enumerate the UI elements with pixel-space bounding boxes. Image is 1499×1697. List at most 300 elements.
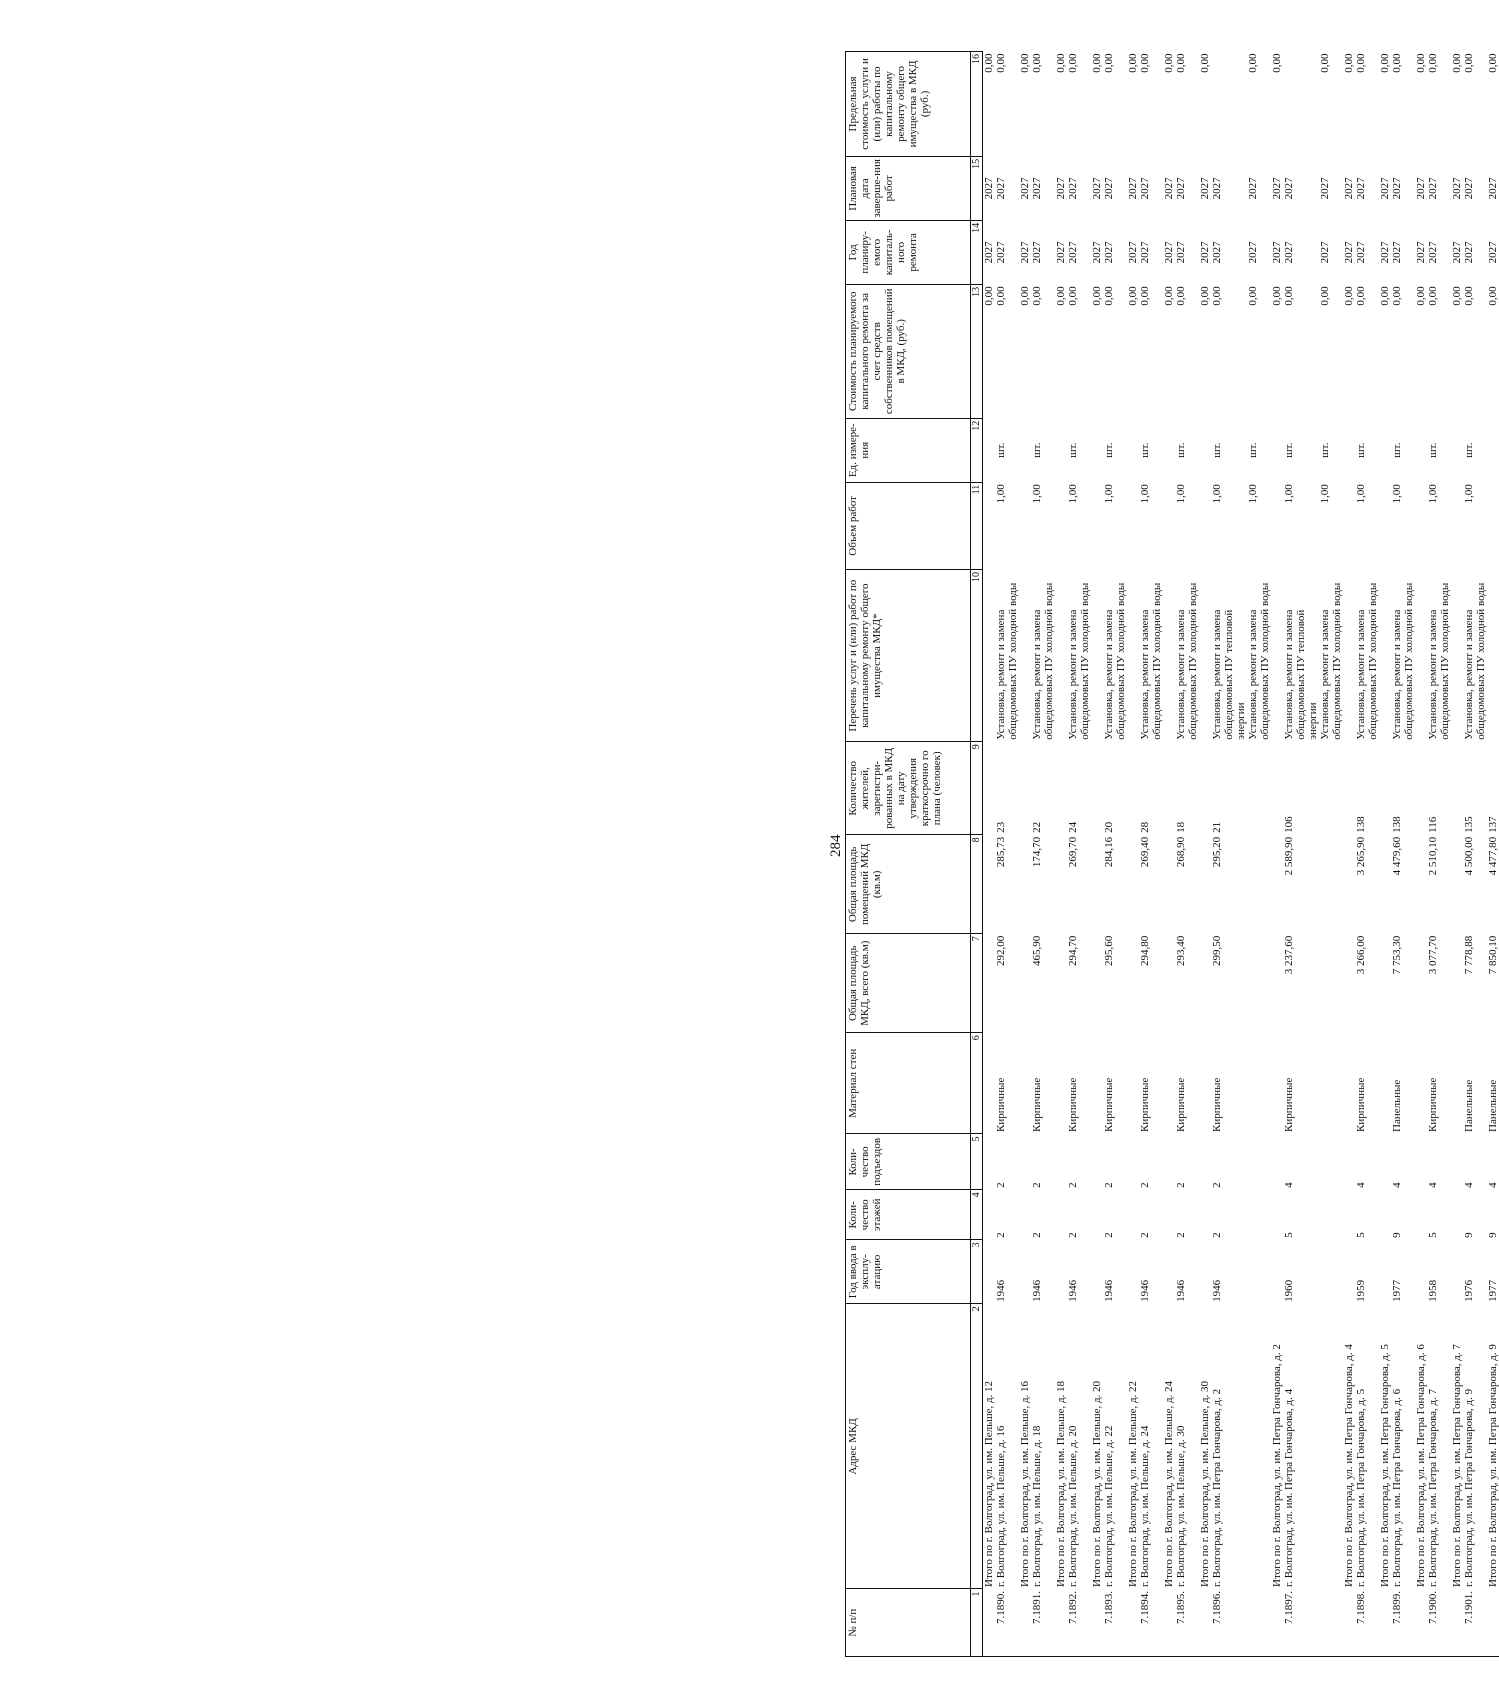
total-area: 294,70: [1067, 935, 1079, 967]
total-area: 3 237,60: [1283, 935, 1295, 975]
column-header: Перечень услуг и (или) работ по капитальному ремонту общего имущества МКД*: [846, 570, 971, 742]
empty-cell: [1019, 1134, 1031, 1190]
empty-cell: [1451, 934, 1463, 1033]
empty-cell: [1127, 742, 1139, 835]
repair-year: 2027: [1103, 241, 1115, 264]
total-repair-year: 2027: [1019, 241, 1031, 264]
wall-material: Кирпичные: [1427, 1077, 1439, 1132]
total-end-date: 2027: [983, 177, 995, 200]
total-cost: 0,00: [1415, 286, 1427, 306]
empty-cell: [1415, 1190, 1427, 1240]
unit: шт.: [1355, 442, 1367, 458]
empty-cell: [1451, 570, 1463, 742]
row-number: 7.1898.: [1355, 1589, 1379, 1657]
empty-cell: [1019, 742, 1031, 835]
empty-cell: [1271, 1033, 1283, 1134]
empty-cell: [1199, 1589, 1211, 1657]
total-limit-cost: 0,00: [1487, 53, 1499, 73]
empty-cell: [1199, 1240, 1211, 1304]
empty-cell: [1019, 1589, 1031, 1657]
total-label: Итого по г. Волгоград, ул. им. Пельше, д. 30: [1199, 1380, 1211, 1587]
total-label: Итого по г. Волгоград, ул. им. Петра Гончарова, д. 5: [1379, 1344, 1391, 1587]
premises-area: 285,73: [995, 836, 1007, 868]
empty-cell: [1163, 418, 1175, 482]
total-end-date: 2027: [1199, 177, 1211, 200]
repair-year: 2027: [1247, 241, 1259, 264]
repair-plan-table: [845, 51, 1499, 1657]
empty-cell: [1271, 1240, 1283, 1304]
empty-cell: [1247, 835, 1271, 934]
total-repair-year: 2027: [1271, 241, 1283, 264]
premises-area: 2 589,90: [1283, 836, 1295, 876]
empty-cell: [983, 742, 996, 835]
floors-count: 2: [1031, 1232, 1043, 1238]
total-end-date: 2027: [1451, 177, 1463, 200]
column-number: 13: [971, 284, 983, 418]
total-end-date: 2027: [1091, 177, 1103, 200]
work-volume: 1,00: [1067, 484, 1079, 504]
column-header: Коли-чество этажей: [846, 1190, 971, 1240]
unit: шт.: [1319, 442, 1331, 458]
total-label: Итого по г. Волгоград, ул. им. Пельше, д. 16: [1019, 1380, 1031, 1587]
total-repair-year: 2027: [1199, 241, 1211, 264]
total-limit-cost: 0,00: [1019, 53, 1031, 73]
empty-cell: [1091, 742, 1103, 835]
entrances-count: 4: [1463, 1182, 1475, 1188]
empty-cell: [1343, 934, 1355, 1033]
empty-cell: [1127, 1240, 1139, 1304]
empty-cell: [1199, 1033, 1211, 1134]
floors-count: 2: [1211, 1232, 1223, 1238]
residents-count: 138: [1391, 816, 1403, 833]
premises-area: 284,16: [1103, 836, 1115, 868]
total-repair-year: 2027: [1163, 241, 1175, 264]
empty-cell: [1055, 570, 1067, 742]
wall-material: Кирпичные: [1067, 1077, 1079, 1132]
total-area: 299,50: [1211, 935, 1223, 967]
residents-count: 24: [1067, 821, 1079, 833]
floors-count: 5: [1427, 1232, 1439, 1238]
empty-cell: [1247, 1304, 1271, 1589]
empty-cell: [1271, 835, 1283, 934]
column-header: Год планиру-емого капиталь-ного ремонта: [846, 220, 971, 284]
end-date: 2027: [1175, 177, 1187, 200]
residents-count: 138: [1355, 816, 1367, 833]
empty-cell: [1163, 1240, 1175, 1304]
row-number: 7.1899.: [1391, 1589, 1415, 1657]
row-number: 7.1900.: [1427, 1589, 1451, 1657]
work-volume: 1,00: [1283, 484, 1295, 504]
repair-year: 2027: [1463, 241, 1475, 264]
total-end-date: 2027: [1055, 177, 1067, 200]
empty-cell: [1415, 742, 1427, 835]
works-list: Установка, ремонт и замена общедомовых ПУ холодной воды: [1031, 582, 1055, 740]
commission-year: 1946: [1139, 1279, 1151, 1302]
empty-cell: [1019, 1240, 1031, 1304]
row-number: 7.1892.: [1067, 1589, 1091, 1657]
repair-cost: 0,00: [1391, 286, 1403, 306]
empty-cell: [1055, 1134, 1067, 1190]
total-repair-year: 2027: [1343, 241, 1355, 264]
floors-count: 5: [1355, 1232, 1367, 1238]
empty-cell: [1379, 1589, 1391, 1657]
address: г. Волгоград, ул. им. Петра Гончарова, д. 2: [1211, 1388, 1223, 1587]
table-row: [1283, 52, 1319, 1657]
end-date: 2027: [1031, 177, 1043, 200]
column-header: Коли-чество подъездов: [846, 1134, 971, 1190]
empty-cell: [1343, 1033, 1355, 1134]
column-header: Ед. измере-ния: [846, 418, 971, 482]
total-limit-cost: 0,00: [1415, 53, 1427, 73]
wall-material: Панельные: [1391, 1079, 1403, 1132]
empty-cell: [1091, 418, 1103, 482]
work-volume: 1,00: [1175, 484, 1187, 504]
empty-cell: [1091, 1033, 1103, 1134]
residents-count: 18: [1175, 821, 1187, 833]
row-number: 7.1890.: [995, 1589, 1019, 1657]
row-number: 7.1891.: [1031, 1589, 1055, 1657]
empty-cell: [1163, 1589, 1175, 1657]
wall-material: Панельные: [1487, 1079, 1499, 1132]
total-repair-year: 2027: [1091, 241, 1103, 264]
limit-cost: 0,00: [1031, 53, 1043, 73]
row-number: 7.1893.: [1103, 1589, 1127, 1657]
premises-area: 269,70: [1067, 836, 1079, 868]
end-date: 2027: [1211, 177, 1223, 200]
empty-cell: [1199, 482, 1211, 569]
empty-cell: [1343, 418, 1355, 482]
unit: шт.: [1103, 442, 1115, 458]
empty-cell: [1379, 835, 1391, 934]
column-header: Адрес МКД: [846, 1304, 971, 1589]
address: г. Волгоград, ул. им. Петра Гончарова, д. 4: [1283, 1388, 1295, 1587]
empty-cell: [1319, 1134, 1343, 1190]
works-list: Установка, ремонт и замена общедомовых ПУ холодной воды: [1247, 582, 1271, 740]
table-body: [983, 52, 1499, 1657]
unit: шт.: [1175, 442, 1187, 458]
total-limit-cost: 0,00: [1199, 53, 1211, 73]
empty-cell: [1415, 570, 1427, 742]
total-limit-cost: 0,00: [1127, 53, 1139, 73]
repair-year: 2027: [995, 241, 1007, 264]
column-number: 2: [971, 1304, 983, 1589]
total-cost: 0,00: [983, 286, 995, 306]
commission-year: 1976: [1463, 1279, 1475, 1302]
empty-cell: [1163, 482, 1175, 569]
empty-cell: [1019, 482, 1031, 569]
empty-cell: [1415, 1134, 1427, 1190]
wall-material: Кирпичные: [1211, 1077, 1223, 1132]
unit: шт.: [1391, 442, 1403, 458]
total-repair-year: 2027: [983, 241, 995, 264]
column-number: 9: [971, 742, 983, 835]
total-repair-year: 2027: [1055, 241, 1067, 264]
empty-cell: [1271, 934, 1283, 1033]
limit-cost: 0,00: [1247, 53, 1259, 73]
residents-count: 106: [1283, 816, 1295, 833]
total-cost: 0,00: [1451, 286, 1463, 306]
empty-cell: [1247, 1589, 1271, 1657]
empty-cell: [1415, 482, 1427, 569]
residents-count: 23: [995, 821, 1007, 833]
total-row: [1271, 52, 1283, 1657]
total-label: Итого по г. Волгоград, ул. им. Петра Гончарова, д. 2: [1271, 1344, 1283, 1587]
entrances-count: 2: [1103, 1182, 1115, 1188]
repair-cost: 0,00: [995, 286, 1007, 306]
limit-cost: [1283, 52, 1319, 157]
total-limit-cost: 0,00: [1055, 53, 1067, 73]
empty-cell: [1451, 1190, 1463, 1240]
end-date: 2027: [1247, 177, 1259, 200]
repair-year: 2027: [1067, 241, 1079, 264]
empty-cell: [983, 482, 996, 569]
limit-cost: 0,00: [1103, 53, 1115, 73]
limit-cost: 0,00: [1463, 53, 1475, 73]
end-date: 2027: [1139, 177, 1151, 200]
unit: шт.: [1427, 442, 1439, 458]
empty-cell: [1451, 1134, 1463, 1190]
total-area: 7 753,30: [1391, 935, 1403, 975]
empty-cell: [1127, 482, 1139, 569]
total-end-date: 2027: [1487, 177, 1499, 200]
total-area: 7 850,10: [1487, 935, 1499, 975]
total-cost: 0,00: [1379, 286, 1391, 306]
empty-cell: [1127, 1033, 1139, 1134]
empty-cell: [1199, 742, 1211, 835]
empty-cell: [1019, 1033, 1031, 1134]
total-area: 7 778,88: [1463, 935, 1475, 975]
empty-cell: [1163, 1134, 1175, 1190]
residents-count: 135: [1463, 816, 1475, 833]
empty-cell: [1247, 934, 1271, 1033]
total-limit-cost: 0,00: [1271, 53, 1283, 73]
column-number: 6: [971, 1033, 983, 1134]
total-label: Итого по г. Волгоград, ул. им. Петра Гончарова, д. 7: [1451, 1344, 1463, 1587]
repair-cost: 0,00: [1319, 286, 1331, 306]
works-list: Установка, ремонт и замена общедомовых ПУ холодной воды: [1103, 582, 1127, 740]
repair-cost: 0,00: [1355, 286, 1367, 306]
table-row: [1103, 52, 1127, 1657]
total-cost: 0,00: [1343, 286, 1355, 306]
total-row: [1055, 52, 1067, 1657]
commission-year: 1946: [995, 1279, 1007, 1302]
repair-year: 2027: [1031, 241, 1043, 264]
limit-cost: 0,00: [1391, 53, 1403, 73]
repair-cost: 0,00: [1211, 286, 1223, 306]
total-row: [1487, 52, 1499, 1657]
wall-material: Кирпичные: [1175, 1077, 1187, 1132]
total-row: [1199, 52, 1211, 1657]
column-number: 10: [971, 570, 983, 742]
work-volume: 1,00: [1247, 484, 1259, 504]
limit-cost: 0,00: [1067, 53, 1079, 73]
table-row: [1427, 52, 1451, 1657]
empty-cell: [1199, 418, 1211, 482]
total-repair-year: 2027: [1379, 241, 1391, 264]
total-limit-cost: 0,00: [1163, 53, 1175, 73]
column-header: Количество жителей, зарегистри-рованных в МКД на дату утверждения краткосрочно го плана (человек): [846, 742, 971, 835]
residents-count: 22: [1031, 821, 1043, 833]
address: г. Волгоград, ул. им. Петра Гончарова, д. 5: [1355, 1388, 1367, 1587]
residents-count: 116: [1427, 816, 1439, 833]
empty-cell: [983, 1033, 996, 1134]
commission-year: 1977: [1487, 1279, 1499, 1302]
empty-cell: [1127, 570, 1139, 742]
total-repair-year: 2027: [1127, 241, 1139, 264]
total-label: Итого по г. Волгоград, ул. им. Пельше, д. 12: [983, 1380, 995, 1587]
address: г. Волгоград, ул. им. Петра Гончарова, д. 9: [1463, 1388, 1475, 1587]
limit-cost: 0,00: [1139, 53, 1151, 73]
premises-area: 4 479,60: [1391, 836, 1403, 876]
total-repair-year: 2027: [1415, 241, 1427, 264]
empty-cell: [1055, 1589, 1067, 1657]
commission-year: 1946: [1211, 1279, 1223, 1302]
total-row: [1379, 52, 1391, 1657]
empty-cell: [1319, 1190, 1343, 1240]
wall-material: Кирпичные: [1031, 1077, 1043, 1132]
empty-cell: [1343, 835, 1355, 934]
empty-cell: [1091, 482, 1103, 569]
residents-count: 137: [1487, 816, 1499, 833]
empty-cell: [1451, 1033, 1463, 1134]
column-number: 15: [971, 156, 983, 220]
premises-area: 174,70: [1031, 836, 1043, 868]
empty-cell: [1055, 418, 1067, 482]
empty-cell: [1055, 742, 1067, 835]
empty-cell: [1343, 1134, 1355, 1190]
limit-cost: 0,00: [1427, 53, 1439, 73]
table-row: [1247, 52, 1271, 1657]
premises-area: 295,20: [1211, 836, 1223, 868]
premises-area: 4 477,80: [1487, 836, 1499, 876]
total-area: 295,60: [1103, 935, 1115, 967]
works-list: Установка, ремонт и замена общедомовых ПУ холодной воды: [1175, 582, 1199, 740]
empty-cell: [1379, 1134, 1391, 1190]
total-limit-cost: 0,00: [1451, 53, 1463, 73]
floors-count: 5: [1283, 1232, 1295, 1238]
works-list: Установка, ремонт и замена общедомовых ПУ холодной воды: [1355, 582, 1379, 740]
total-cost: 0,00: [1199, 286, 1211, 306]
empty-cell: [983, 1134, 996, 1190]
empty-cell: [1379, 570, 1391, 742]
floors-count: 9: [1463, 1232, 1475, 1238]
repair-cost: 0,00: [1427, 286, 1439, 306]
works-list: Установка, ремонт и замена общедомовых ПУ холодной воды: [1463, 582, 1487, 740]
empty-cell: [1199, 1134, 1211, 1190]
works-list: Установка, ремонт и замена общедомовых ПУ холодной воды: [1427, 582, 1451, 740]
empty-cell: [1055, 1190, 1067, 1240]
column-header: Стоимость планируемого капитального ремонта за счет средств собственников помещений в МКД, (руб.): [846, 284, 971, 418]
work-volume: 1,00: [1031, 484, 1043, 504]
empty-cell: [1451, 1240, 1463, 1304]
end-date: 2027: [1103, 177, 1115, 200]
repair-cost: 0,00: [1463, 286, 1475, 306]
empty-cell: [1343, 1589, 1355, 1657]
total-area: 294,80: [1139, 935, 1151, 967]
work-volume: 1,00: [1391, 484, 1403, 504]
repair-cost: 0,00: [1067, 286, 1079, 306]
table-row: [1211, 52, 1247, 1657]
total-repair-year: 2027: [1487, 241, 1499, 264]
column-header: Общая площадь МКД, всего (кв.м): [846, 934, 971, 1033]
end-date: 2027: [1319, 177, 1331, 200]
commission-year: 1960: [1283, 1279, 1295, 1302]
empty-cell: [1271, 570, 1283, 742]
total-row: [1163, 52, 1175, 1657]
empty-cell: [1163, 742, 1175, 835]
work-volume: 1,00: [1103, 484, 1115, 504]
empty-cell: [1127, 1190, 1139, 1240]
empty-cell: [1127, 835, 1139, 934]
empty-cell: [1055, 1240, 1067, 1304]
column-header: Объем работ: [846, 482, 971, 569]
empty-cell: [1451, 482, 1463, 569]
table-row: [995, 52, 1019, 1657]
empty-cell: [1199, 1190, 1211, 1240]
floors-count: 2: [1139, 1232, 1151, 1238]
floors-count: 9: [1391, 1232, 1403, 1238]
total-end-date: 2027: [1415, 177, 1427, 200]
total-label: Итого по г. Волгоград, ул. им. Петра Гончарова, д. 4: [1343, 1344, 1355, 1587]
total-cost: 0,00: [1055, 286, 1067, 306]
row-number: 7.1895.: [1175, 1589, 1199, 1657]
column-number: 16: [971, 52, 983, 157]
repair-year: 2027: [1391, 241, 1403, 264]
residents-count: 28: [1139, 821, 1151, 833]
empty-cell: [1247, 1240, 1271, 1304]
total-limit-cost: 0,00: [1091, 53, 1103, 73]
empty-cell: [1271, 418, 1283, 482]
empty-cell: [1415, 1033, 1427, 1134]
empty-cell: [1379, 1240, 1391, 1304]
commission-year: 1977: [1391, 1279, 1403, 1302]
limit-cost: 0,00: [1355, 53, 1367, 73]
empty-cell: [1451, 1589, 1463, 1657]
entrances-count: 2: [1175, 1182, 1187, 1188]
table-row: [1067, 52, 1091, 1657]
total-label: Итого по г. Волгоград, ул. им. Пельше, д. 22: [1127, 1380, 1139, 1587]
limit-cost: 0,00: [995, 53, 1007, 73]
total-end-date: 2027: [1343, 177, 1355, 200]
column-header: Предельная стоимость услуги и (или) работы по капитальному ремонту общего имущества в МКД (руб.): [846, 52, 971, 157]
total-row: [1127, 52, 1139, 1657]
address: г. Волгоград, ул. им. Пельше, д. 20: [1067, 1425, 1079, 1587]
commission-year: 1958: [1427, 1279, 1439, 1302]
entrances-count: 4: [1487, 1182, 1499, 1188]
empty-cell: [1247, 1033, 1271, 1134]
work-volume: 1,00: [1319, 484, 1331, 504]
empty-cell: [1451, 835, 1463, 934]
empty-cell: [1271, 1589, 1283, 1657]
empty-cell: [1319, 742, 1343, 835]
total-area: 465,90: [1031, 935, 1043, 967]
floors-count: 2: [1103, 1232, 1115, 1238]
unit: шт.: [1067, 442, 1079, 458]
empty-cell: [1343, 1190, 1355, 1240]
commission-year: 1946: [1031, 1279, 1043, 1302]
entrances-count: 2: [995, 1182, 1007, 1188]
repair-cost: 0,00: [1031, 286, 1043, 306]
premises-area: 268,90: [1175, 836, 1187, 868]
entrances-count: 4: [1427, 1182, 1439, 1188]
row-number: 7.1897.: [1283, 1589, 1319, 1657]
empty-cell: [1379, 482, 1391, 569]
column-number: 11: [971, 482, 983, 569]
total-row: [1091, 52, 1103, 1657]
entrances-count: 4: [1355, 1182, 1367, 1188]
total-row: [983, 52, 996, 1657]
empty-cell: [1091, 835, 1103, 934]
